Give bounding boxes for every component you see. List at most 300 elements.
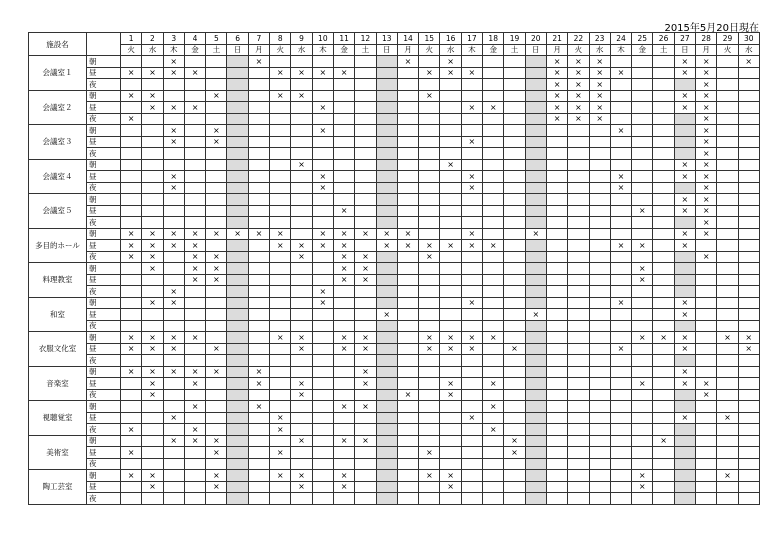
empty-cell (589, 378, 610, 390)
day-number: 22 (568, 33, 589, 45)
empty-cell (333, 355, 354, 367)
empty-cell (589, 194, 610, 206)
empty-cell (121, 320, 142, 332)
time-slot-label: 朝 (87, 263, 121, 275)
empty-cell (589, 148, 610, 160)
empty-cell (483, 458, 504, 470)
empty-cell (461, 447, 482, 459)
empty-cell (525, 171, 546, 183)
empty-cell (376, 286, 397, 298)
time-slot-label: 夜 (87, 148, 121, 160)
empty-cell (270, 458, 291, 470)
empty-cell (546, 263, 567, 275)
empty-cell (546, 228, 567, 240)
day-number: 30 (738, 33, 759, 45)
empty-cell (440, 447, 461, 459)
day-number: 7 (248, 33, 269, 45)
empty-cell (717, 217, 738, 229)
empty-cell (206, 493, 227, 505)
empty-cell (440, 136, 461, 148)
booked-cell: × (738, 332, 759, 344)
empty-cell (610, 79, 631, 91)
empty-cell (397, 297, 418, 309)
empty-cell (184, 205, 205, 217)
empty-cell (227, 263, 248, 275)
empty-cell (461, 320, 482, 332)
empty-cell (184, 182, 205, 194)
empty-cell (632, 79, 653, 91)
empty-cell (121, 481, 142, 493)
empty-cell (419, 182, 440, 194)
empty-cell (227, 217, 248, 229)
weekday-label: 木 (461, 44, 482, 56)
empty-cell (546, 343, 567, 355)
empty-cell (355, 412, 376, 424)
empty-cell (397, 286, 418, 298)
empty-cell (248, 90, 269, 102)
empty-cell (610, 435, 631, 447)
day-number: 3 (163, 33, 184, 45)
empty-cell (312, 435, 333, 447)
day-number: 23 (589, 33, 610, 45)
booked-cell: × (632, 470, 653, 482)
booked-cell: × (206, 125, 227, 137)
empty-cell (461, 217, 482, 229)
empty-cell (653, 90, 674, 102)
empty-cell (291, 79, 312, 91)
empty-cell (440, 309, 461, 321)
empty-cell (184, 90, 205, 102)
weekday-label: 日 (525, 44, 546, 56)
time-slot-label: 夜 (87, 458, 121, 470)
empty-cell (184, 171, 205, 183)
empty-cell (738, 389, 759, 401)
booked-cell: × (610, 240, 631, 252)
empty-cell (440, 148, 461, 160)
weekday-label: 月 (248, 44, 269, 56)
booked-cell: × (291, 159, 312, 171)
empty-cell (653, 125, 674, 137)
empty-cell (525, 159, 546, 171)
empty-cell (653, 113, 674, 125)
empty-cell (419, 159, 440, 171)
booked-cell: × (333, 228, 354, 240)
booked-cell: × (184, 424, 205, 436)
empty-cell (653, 171, 674, 183)
empty-cell (738, 470, 759, 482)
empty-cell (440, 366, 461, 378)
booked-cell: × (291, 435, 312, 447)
booked-cell: × (270, 470, 291, 482)
empty-cell (440, 401, 461, 413)
table-row (29, 240, 760, 252)
empty-cell (717, 493, 738, 505)
empty-cell (717, 56, 738, 68)
booked-cell: × (312, 286, 333, 298)
empty-cell (227, 205, 248, 217)
empty-cell (717, 424, 738, 436)
empty-cell (568, 148, 589, 160)
booked-cell: × (184, 378, 205, 390)
empty-cell (440, 251, 461, 263)
empty-cell (568, 286, 589, 298)
empty-cell (291, 493, 312, 505)
day-number: 2 (142, 33, 163, 45)
booked-cell: × (291, 67, 312, 79)
empty-cell (674, 389, 695, 401)
empty-cell (568, 228, 589, 240)
empty-cell (568, 194, 589, 206)
empty-cell (355, 493, 376, 505)
empty-cell (589, 205, 610, 217)
empty-cell (184, 125, 205, 137)
empty-cell (419, 263, 440, 275)
empty-cell (738, 481, 759, 493)
table-row (29, 378, 760, 390)
empty-cell (653, 67, 674, 79)
empty-cell (312, 251, 333, 263)
booked-cell: × (568, 79, 589, 91)
empty-cell (674, 493, 695, 505)
booked-cell: × (184, 401, 205, 413)
empty-cell (546, 389, 567, 401)
empty-cell (355, 113, 376, 125)
empty-cell (568, 332, 589, 344)
empty-cell (419, 458, 440, 470)
empty-cell (717, 401, 738, 413)
empty-cell (163, 481, 184, 493)
empty-cell (589, 286, 610, 298)
empty-cell (738, 102, 759, 114)
empty-cell (227, 297, 248, 309)
empty-cell (674, 447, 695, 459)
empty-cell (610, 493, 631, 505)
empty-cell (333, 493, 354, 505)
empty-cell (419, 309, 440, 321)
booked-cell: × (163, 366, 184, 378)
empty-cell (291, 286, 312, 298)
booked-cell: × (461, 240, 482, 252)
empty-cell (333, 217, 354, 229)
empty-cell (397, 102, 418, 114)
empty-cell (653, 228, 674, 240)
booked-cell: × (184, 435, 205, 447)
empty-cell (333, 79, 354, 91)
empty-cell (376, 274, 397, 286)
empty-cell (525, 343, 546, 355)
empty-cell (632, 412, 653, 424)
empty-cell (206, 102, 227, 114)
empty-cell (227, 274, 248, 286)
table-row (29, 102, 760, 114)
empty-cell (440, 205, 461, 217)
empty-cell (206, 194, 227, 206)
booked-cell: × (184, 102, 205, 114)
empty-cell (546, 194, 567, 206)
booked-cell: × (696, 79, 717, 91)
empty-cell (270, 343, 291, 355)
weekday-label: 水 (440, 44, 461, 56)
empty-cell (717, 171, 738, 183)
empty-cell (674, 424, 695, 436)
empty-cell (121, 182, 142, 194)
empty-cell (206, 309, 227, 321)
empty-cell (121, 286, 142, 298)
booked-cell: × (376, 309, 397, 321)
empty-cell (738, 412, 759, 424)
booked-cell: × (674, 159, 695, 171)
booked-cell: × (696, 90, 717, 102)
empty-cell (312, 424, 333, 436)
empty-cell (717, 263, 738, 275)
empty-cell (461, 148, 482, 160)
empty-cell (291, 113, 312, 125)
empty-cell (419, 56, 440, 68)
table-row (29, 56, 760, 68)
empty-cell (121, 194, 142, 206)
empty-cell (674, 136, 695, 148)
empty-cell (589, 251, 610, 263)
empty-cell (397, 148, 418, 160)
empty-cell (333, 102, 354, 114)
empty-cell (270, 194, 291, 206)
empty-cell (738, 228, 759, 240)
empty-cell (610, 148, 631, 160)
table-row (29, 205, 760, 217)
table-row (29, 297, 760, 309)
empty-cell (483, 309, 504, 321)
table-row (29, 309, 760, 321)
empty-cell (312, 470, 333, 482)
empty-cell (440, 274, 461, 286)
time-slot-label: 朝 (87, 297, 121, 309)
empty-cell (525, 102, 546, 114)
empty-cell (291, 355, 312, 367)
empty-cell (546, 205, 567, 217)
booked-cell: × (440, 67, 461, 79)
empty-cell (589, 424, 610, 436)
empty-cell (333, 56, 354, 68)
empty-cell (504, 493, 525, 505)
empty-cell (610, 389, 631, 401)
empty-cell (610, 401, 631, 413)
empty-cell (717, 343, 738, 355)
empty-cell (653, 56, 674, 68)
empty-cell (483, 113, 504, 125)
booked-cell: × (270, 447, 291, 459)
empty-cell (738, 366, 759, 378)
empty-cell (525, 458, 546, 470)
empty-cell (397, 309, 418, 321)
empty-cell (291, 148, 312, 160)
empty-cell (163, 320, 184, 332)
booked-cell: × (461, 228, 482, 240)
time-slot-label: 朝 (87, 56, 121, 68)
empty-cell (589, 412, 610, 424)
booked-cell: × (738, 343, 759, 355)
empty-cell (312, 378, 333, 390)
empty-cell (589, 217, 610, 229)
empty-cell (653, 159, 674, 171)
day-number: 28 (696, 33, 717, 45)
empty-cell (184, 194, 205, 206)
empty-cell (525, 355, 546, 367)
empty-cell (376, 297, 397, 309)
empty-cell (206, 79, 227, 91)
booked-cell: × (419, 447, 440, 459)
empty-cell (738, 309, 759, 321)
table-row (29, 217, 760, 229)
empty-cell (376, 171, 397, 183)
empty-cell (419, 205, 440, 217)
booked-cell: × (696, 217, 717, 229)
empty-cell (312, 274, 333, 286)
empty-cell (397, 90, 418, 102)
booked-cell: × (121, 470, 142, 482)
booked-cell: × (674, 56, 695, 68)
booked-cell: × (632, 332, 653, 344)
booked-cell: × (632, 263, 653, 275)
empty-cell (504, 228, 525, 240)
empty-cell (184, 412, 205, 424)
table-row (29, 113, 760, 125)
empty-cell (504, 401, 525, 413)
day-number: 8 (270, 33, 291, 45)
empty-cell (461, 481, 482, 493)
empty-cell (525, 217, 546, 229)
empty-cell (717, 240, 738, 252)
booked-cell: × (674, 309, 695, 321)
booked-cell: × (440, 481, 461, 493)
booked-cell: × (717, 332, 738, 344)
empty-cell (568, 401, 589, 413)
empty-cell (632, 401, 653, 413)
empty-cell (653, 320, 674, 332)
empty-cell (333, 447, 354, 459)
room-name: 会議室１ (29, 56, 87, 91)
empty-cell (568, 217, 589, 229)
weekday-label: 土 (653, 44, 674, 56)
booked-cell: × (291, 251, 312, 263)
weekday-label: 金 (632, 44, 653, 56)
booked-cell: × (248, 56, 269, 68)
empty-cell (397, 274, 418, 286)
empty-cell (589, 274, 610, 286)
empty-cell (525, 320, 546, 332)
empty-cell (610, 481, 631, 493)
time-slot-label: 夜 (87, 217, 121, 229)
table-row (29, 355, 760, 367)
room-name: 美術室 (29, 435, 87, 470)
time-slot-label: 昼 (87, 205, 121, 217)
empty-cell (397, 366, 418, 378)
empty-cell (184, 320, 205, 332)
weekday-label: 水 (738, 44, 759, 56)
empty-cell (525, 263, 546, 275)
empty-cell (419, 320, 440, 332)
empty-cell (525, 424, 546, 436)
empty-cell (653, 343, 674, 355)
weekday-label: 木 (312, 44, 333, 56)
booked-cell: × (163, 435, 184, 447)
booked-cell: × (610, 182, 631, 194)
empty-cell (184, 355, 205, 367)
empty-cell (440, 79, 461, 91)
empty-cell (525, 481, 546, 493)
empty-cell (227, 424, 248, 436)
empty-cell (632, 493, 653, 505)
empty-cell (525, 240, 546, 252)
empty-cell (483, 435, 504, 447)
booked-cell: × (610, 67, 631, 79)
empty-cell (610, 470, 631, 482)
empty-cell (184, 447, 205, 459)
weekday-label: 日 (674, 44, 695, 56)
empty-cell (270, 435, 291, 447)
empty-cell (355, 447, 376, 459)
empty-cell (397, 251, 418, 263)
empty-cell (653, 366, 674, 378)
booked-cell: × (312, 297, 333, 309)
booked-cell: × (355, 378, 376, 390)
empty-cell (674, 320, 695, 332)
weekday-label: 月 (696, 44, 717, 56)
booked-cell: × (419, 240, 440, 252)
empty-cell (610, 228, 631, 240)
empty-cell (419, 113, 440, 125)
table-row (29, 481, 760, 493)
empty-cell (419, 171, 440, 183)
empty-cell (227, 389, 248, 401)
empty-cell (589, 389, 610, 401)
empty-cell (333, 378, 354, 390)
empty-cell (674, 217, 695, 229)
empty-cell (632, 148, 653, 160)
empty-cell (717, 309, 738, 321)
empty-cell (717, 366, 738, 378)
empty-cell (504, 355, 525, 367)
booked-cell: × (589, 56, 610, 68)
booked-cell: × (568, 102, 589, 114)
empty-cell (291, 297, 312, 309)
booked-cell: × (674, 205, 695, 217)
empty-cell (717, 435, 738, 447)
booked-cell: × (142, 332, 163, 344)
empty-cell (248, 309, 269, 321)
weekday-label: 土 (206, 44, 227, 56)
empty-cell (568, 389, 589, 401)
empty-cell (440, 90, 461, 102)
empty-cell (568, 263, 589, 275)
booked-cell: × (504, 343, 525, 355)
empty-cell (568, 412, 589, 424)
empty-cell (610, 205, 631, 217)
empty-cell (674, 355, 695, 367)
booked-cell: × (525, 228, 546, 240)
day-number: 4 (184, 33, 205, 45)
empty-cell (333, 320, 354, 332)
empty-cell (461, 424, 482, 436)
booked-cell: × (653, 332, 674, 344)
day-number: 25 (632, 33, 653, 45)
empty-cell (397, 67, 418, 79)
table-row (29, 332, 760, 344)
empty-cell (419, 481, 440, 493)
empty-cell (376, 447, 397, 459)
booked-cell: × (270, 332, 291, 344)
empty-cell (312, 447, 333, 459)
empty-cell (248, 389, 269, 401)
